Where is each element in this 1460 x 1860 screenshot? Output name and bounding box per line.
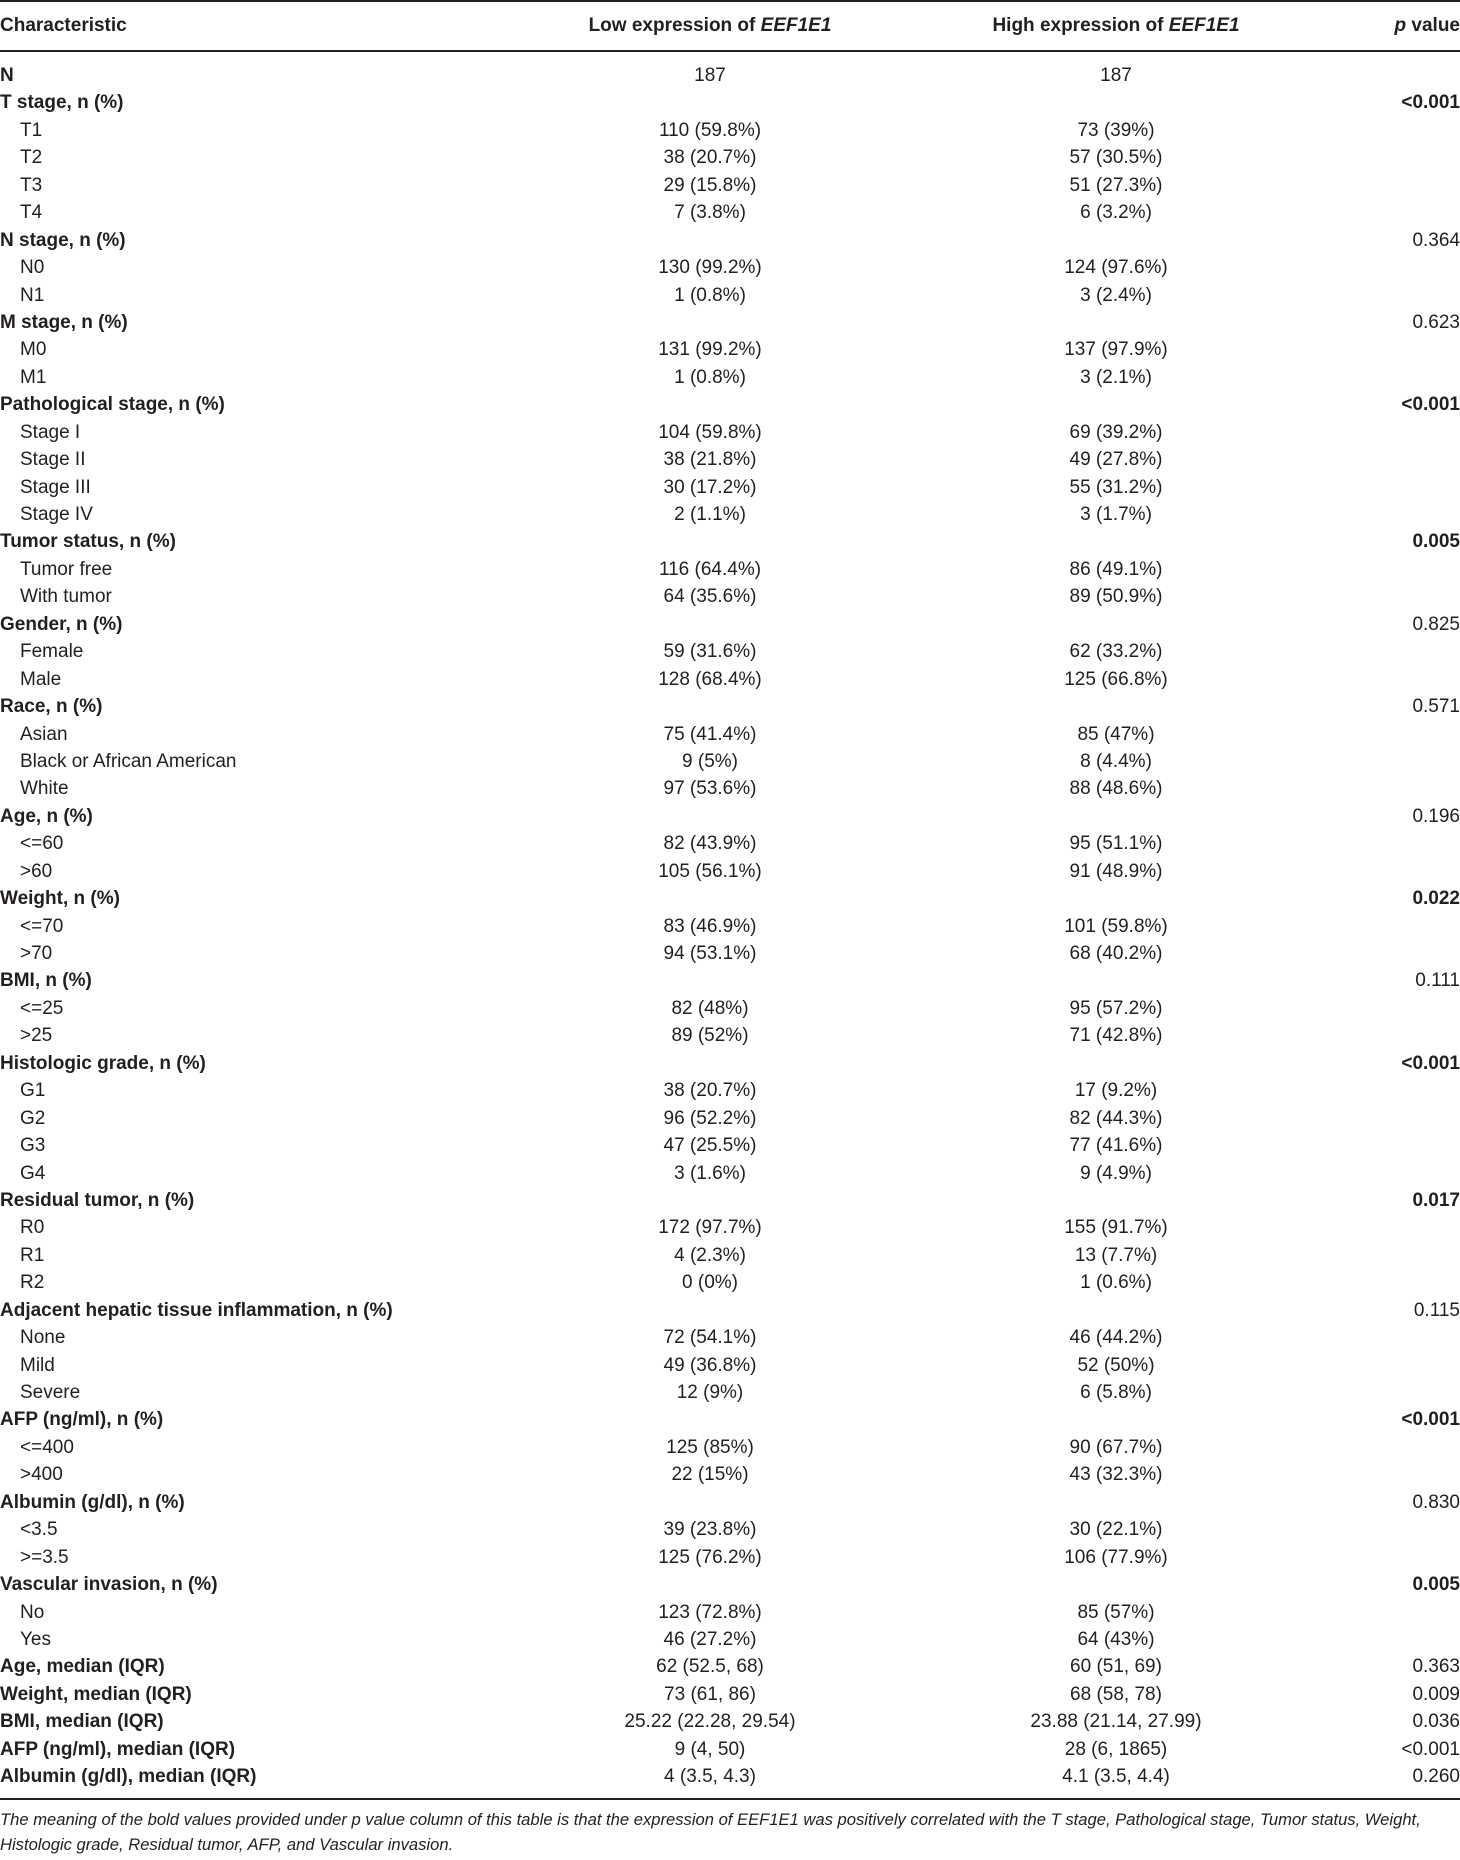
row-low-expression-value: 39 (23.8%) bbox=[663, 1519, 757, 1541]
row-high-expression-value: 46 (44.2%) bbox=[1069, 1327, 1163, 1349]
row-label: Stage II bbox=[20, 449, 86, 471]
table-row-subcategory bbox=[0, 1022, 1460, 1049]
row-label: >=3.5 bbox=[20, 1546, 69, 1568]
table-row-subcategory bbox=[0, 1379, 1460, 1406]
row-label: With tumor bbox=[20, 586, 112, 608]
row-p-value: 0.363 bbox=[1412, 1656, 1460, 1678]
table-row-subcategory bbox=[0, 775, 1460, 802]
row-low-expression-value: 59 (31.6%) bbox=[663, 641, 757, 663]
table-row-category bbox=[0, 693, 1460, 720]
row-high-expression-value: 4.1 (3.5, 4.4) bbox=[1062, 1766, 1170, 1788]
row-label: Mild bbox=[20, 1354, 55, 1376]
table-row-subcategory bbox=[0, 1352, 1460, 1379]
row-label: Age, median (IQR) bbox=[0, 1656, 165, 1678]
row-low-expression-value: 82 (43.9%) bbox=[663, 833, 757, 855]
row-label: BMI, median (IQR) bbox=[0, 1711, 164, 1733]
row-low-expression-value: 96 (52.2%) bbox=[663, 1107, 757, 1129]
row-p-value: 0.825 bbox=[1412, 613, 1460, 635]
row-label: >60 bbox=[20, 860, 53, 882]
row-high-expression-value: 86 (49.1%) bbox=[1069, 558, 1163, 580]
row-low-expression-value: 1 (0.8%) bbox=[674, 366, 746, 388]
row-high-expression-value: 3 (2.1%) bbox=[1080, 366, 1152, 388]
row-high-expression-value: 71 (42.8%) bbox=[1069, 1025, 1163, 1047]
row-label: <=70 bbox=[20, 915, 64, 937]
row-high-expression-value: 77 (41.6%) bbox=[1069, 1135, 1163, 1157]
table-row-category bbox=[0, 227, 1460, 254]
header-p-rest: value bbox=[1406, 15, 1460, 36]
row-p-value: 0.364 bbox=[1412, 229, 1460, 251]
row-label: Tumor free bbox=[20, 558, 113, 580]
row-low-expression-value: 4 (3.5, 4.3) bbox=[664, 1766, 756, 1788]
table-row-subcategory bbox=[0, 199, 1460, 226]
table-row-subcategory bbox=[0, 1077, 1460, 1104]
row-label: <3.5 bbox=[20, 1519, 58, 1541]
row-low-expression-value: 47 (25.5%) bbox=[663, 1135, 757, 1157]
row-low-expression-value: 9 (4, 50) bbox=[674, 1738, 746, 1760]
row-high-expression-value: 8 (4.4%) bbox=[1080, 750, 1152, 772]
row-label: Asian bbox=[20, 723, 68, 745]
row-p-value: 0.623 bbox=[1412, 311, 1460, 333]
row-label: Weight, median (IQR) bbox=[0, 1683, 192, 1705]
row-high-expression-value: 73 (39%) bbox=[1077, 119, 1155, 141]
row-label: <=25 bbox=[20, 997, 64, 1019]
table-row-subcategory bbox=[0, 858, 1460, 885]
row-label: Severe bbox=[20, 1382, 81, 1403]
row-low-expression-value: 125 (76.2%) bbox=[658, 1546, 762, 1568]
row-low-expression-value: 38 (21.8%) bbox=[663, 449, 757, 471]
row-label: G4 bbox=[20, 1162, 46, 1184]
row-label: Stage III bbox=[20, 476, 91, 498]
table-row-category bbox=[0, 1653, 1460, 1680]
table-row-category bbox=[0, 309, 1460, 336]
row-high-expression-value: 124 (97.6%) bbox=[1064, 257, 1168, 279]
row-high-expression-value: 106 (77.9%) bbox=[1064, 1546, 1168, 1568]
row-low-expression-value: 0 (0%) bbox=[682, 1272, 738, 1294]
row-label: Weight, n (%) bbox=[0, 888, 120, 910]
row-high-expression-value: 68 (58, 78) bbox=[1070, 1683, 1162, 1705]
table-row-category bbox=[0, 803, 1460, 830]
table-row-subcategory bbox=[0, 254, 1460, 281]
table-row-subcategory bbox=[0, 830, 1460, 857]
row-low-expression-value: 9 (5%) bbox=[682, 750, 738, 772]
table-row-subcategory bbox=[0, 1324, 1460, 1351]
row-label: T stage, n (%) bbox=[0, 92, 124, 114]
row-label: Black or African American bbox=[20, 750, 237, 772]
table-row-subcategory bbox=[0, 721, 1460, 748]
row-label: No bbox=[20, 1601, 45, 1623]
row-label: R1 bbox=[20, 1244, 45, 1266]
header-low-prefix: Low expression of bbox=[588, 15, 761, 36]
table-row-subcategory bbox=[0, 364, 1460, 391]
header-low-gene: EEF1E1 bbox=[760, 15, 832, 36]
header-characteristic: Characteristic bbox=[0, 15, 127, 36]
table-row-subcategory bbox=[0, 117, 1460, 144]
row-label: Tumor status, n (%) bbox=[0, 531, 176, 553]
table-row-subcategory bbox=[0, 501, 1460, 528]
row-low-expression-value: 1 (0.8%) bbox=[674, 284, 746, 306]
table-row-category bbox=[0, 62, 1460, 89]
header-low-expression bbox=[560, 9, 860, 43]
row-low-expression-value: 38 (20.7%) bbox=[663, 147, 757, 169]
row-high-expression-value: 6 (5.8%) bbox=[1080, 1382, 1152, 1403]
row-label: Age, n (%) bbox=[0, 805, 93, 827]
table-row-subcategory bbox=[0, 1626, 1460, 1653]
table-row-subcategory bbox=[0, 1242, 1460, 1269]
row-p-value: 0.830 bbox=[1412, 1491, 1460, 1513]
table-row-subcategory bbox=[0, 282, 1460, 309]
row-label: Adjacent hepatic tissue inflammation, n (%) bbox=[0, 1299, 393, 1321]
table-row-subcategory bbox=[0, 474, 1460, 501]
row-p-value: 0.009 bbox=[1412, 1683, 1460, 1705]
row-label: G2 bbox=[20, 1107, 46, 1129]
row-p-value: <0.001 bbox=[1401, 1738, 1460, 1760]
table-row-subcategory bbox=[0, 172, 1460, 199]
row-low-expression-value: 29 (15.8%) bbox=[663, 174, 757, 196]
row-low-expression-value: 72 (54.1%) bbox=[663, 1327, 757, 1349]
row-high-expression-value: 13 (7.7%) bbox=[1074, 1244, 1158, 1266]
table-row-subcategory bbox=[0, 1105, 1460, 1132]
row-label: R2 bbox=[20, 1272, 45, 1294]
table-row-subcategory bbox=[0, 940, 1460, 967]
row-high-expression-value: 23.88 (21.14, 27.99) bbox=[1030, 1711, 1202, 1733]
row-low-expression-value: 73 (61, 86) bbox=[664, 1683, 756, 1705]
row-label: None bbox=[20, 1327, 66, 1349]
row-p-value: 0.115 bbox=[1413, 1299, 1460, 1321]
table-row-category bbox=[0, 885, 1460, 912]
header-high-prefix: High expression of bbox=[992, 15, 1169, 36]
row-p-value: <0.001 bbox=[1401, 1409, 1460, 1431]
row-label: R0 bbox=[20, 1217, 45, 1239]
table-row-subcategory bbox=[0, 1132, 1460, 1159]
row-p-value: <0.001 bbox=[1401, 92, 1460, 114]
row-p-value: 0.196 bbox=[1412, 805, 1460, 827]
row-high-expression-value: 64 (43%) bbox=[1077, 1628, 1155, 1650]
row-p-value: <0.001 bbox=[1401, 394, 1460, 416]
table-row-subcategory bbox=[0, 995, 1460, 1022]
row-p-value: 0.260 bbox=[1412, 1766, 1460, 1788]
row-high-expression-value: 69 (39.2%) bbox=[1069, 421, 1163, 443]
table-row-subcategory bbox=[0, 556, 1460, 583]
row-p-value: 0.022 bbox=[1412, 888, 1460, 910]
row-low-expression-value: 62 (52.5, 68) bbox=[656, 1656, 764, 1678]
row-label: T3 bbox=[20, 174, 43, 196]
row-high-expression-value: 17 (9.2%) bbox=[1074, 1080, 1158, 1102]
row-low-expression-value: 94 (53.1%) bbox=[663, 943, 757, 964]
row-label: Albumin (g/dl), n (%) bbox=[0, 1491, 185, 1513]
row-low-expression-value: 82 (48%) bbox=[671, 997, 749, 1019]
row-label: Pathological stage, n (%) bbox=[0, 394, 225, 416]
row-high-expression-value: 137 (97.9%) bbox=[1064, 339, 1168, 361]
table-row-subcategory bbox=[0, 144, 1460, 171]
row-label: N0 bbox=[20, 257, 45, 279]
row-low-expression-value: 12 (9%) bbox=[676, 1382, 744, 1403]
row-high-expression-value: 187 bbox=[1100, 65, 1132, 86]
row-label: Race, n (%) bbox=[0, 696, 103, 718]
table-bottom-rule bbox=[0, 1798, 1460, 1800]
row-label: <=400 bbox=[20, 1436, 74, 1458]
row-low-expression-value: 25.22 (22.28, 29.54) bbox=[624, 1711, 796, 1733]
row-high-expression-value: 51 (27.3%) bbox=[1069, 174, 1163, 196]
row-high-expression-value: 155 (91.7%) bbox=[1064, 1217, 1168, 1239]
row-label: >70 bbox=[20, 943, 53, 964]
row-high-expression-value: 43 (32.3%) bbox=[1069, 1464, 1163, 1486]
row-p-value: 0.036 bbox=[1412, 1711, 1460, 1733]
header-p-letter: p bbox=[1394, 15, 1407, 36]
table-row-subcategory bbox=[0, 913, 1460, 940]
row-high-expression-value: 89 (50.9%) bbox=[1069, 586, 1163, 608]
table-row-subcategory bbox=[0, 336, 1460, 363]
row-p-value: 0.005 bbox=[1412, 1574, 1460, 1596]
table-row-subcategory bbox=[0, 1214, 1460, 1241]
row-label: White bbox=[20, 778, 69, 800]
row-high-expression-value: 95 (57.2%) bbox=[1069, 997, 1163, 1019]
table-row-category bbox=[0, 528, 1460, 555]
table-row-category bbox=[0, 1571, 1460, 1598]
row-low-expression-value: 130 (99.2%) bbox=[658, 257, 762, 279]
row-low-expression-value: 46 (27.2%) bbox=[663, 1628, 757, 1650]
row-p-value: 0.111 bbox=[1415, 970, 1460, 992]
row-low-expression-value: 4 (2.3%) bbox=[674, 1244, 746, 1266]
row-low-expression-value: 105 (56.1%) bbox=[658, 860, 762, 882]
row-low-expression-value: 128 (68.4%) bbox=[658, 668, 762, 690]
row-low-expression-value: 131 (99.2%) bbox=[658, 339, 762, 361]
row-high-expression-value: 1 (0.6%) bbox=[1080, 1272, 1152, 1294]
row-high-expression-value: 82 (44.3%) bbox=[1069, 1107, 1163, 1129]
row-low-expression-value: 125 (85%) bbox=[666, 1436, 754, 1458]
table-row-subcategory bbox=[0, 1160, 1460, 1187]
row-label: >25 bbox=[20, 1025, 53, 1047]
row-high-expression-value: 125 (66.8%) bbox=[1064, 668, 1168, 690]
table-row-subcategory bbox=[0, 446, 1460, 473]
row-low-expression-value: 2 (1.1%) bbox=[674, 504, 746, 525]
row-low-expression-value: 104 (59.8%) bbox=[658, 421, 762, 443]
row-label: T4 bbox=[20, 202, 43, 224]
table-row-subcategory bbox=[0, 748, 1460, 775]
row-label: T2 bbox=[20, 147, 43, 169]
row-high-expression-value: 6 (3.2%) bbox=[1080, 202, 1152, 224]
row-low-expression-value: 187 bbox=[694, 65, 726, 86]
row-low-expression-value: 110 (59.8%) bbox=[658, 119, 762, 141]
row-high-expression-value: 101 (59.8%) bbox=[1064, 915, 1168, 937]
row-label: G3 bbox=[20, 1135, 46, 1157]
row-label: <=60 bbox=[20, 833, 64, 855]
row-label: G1 bbox=[20, 1080, 46, 1102]
row-low-expression-value: 22 (15%) bbox=[671, 1464, 749, 1486]
row-label: Stage IV bbox=[20, 504, 93, 525]
table-row-category bbox=[0, 89, 1460, 116]
row-high-expression-value: 57 (30.5%) bbox=[1069, 147, 1163, 169]
row-label: Histologic grade, n (%) bbox=[0, 1052, 206, 1074]
row-high-expression-value: 9 (4.9%) bbox=[1080, 1162, 1152, 1184]
table-body bbox=[0, 62, 1460, 1791]
row-low-expression-value: 116 (64.4%) bbox=[658, 558, 762, 580]
row-low-expression-value: 38 (20.7%) bbox=[663, 1080, 757, 1102]
row-label: M0 bbox=[20, 339, 47, 361]
row-label: AFP (ng/ml), median (IQR) bbox=[0, 1738, 236, 1760]
row-high-expression-value: 90 (67.7%) bbox=[1069, 1436, 1163, 1458]
row-label: AFP (ng/ml), n (%) bbox=[0, 1409, 164, 1431]
table-row-subcategory bbox=[0, 1544, 1460, 1571]
row-label: Stage I bbox=[20, 421, 81, 443]
row-low-expression-value: 3 (1.6%) bbox=[674, 1162, 746, 1184]
table-row-subcategory bbox=[0, 1599, 1460, 1626]
row-high-expression-value: 85 (47%) bbox=[1077, 723, 1155, 745]
table-row-category bbox=[0, 1297, 1460, 1324]
table-row-category bbox=[0, 1736, 1460, 1763]
row-label: N stage, n (%) bbox=[0, 229, 126, 251]
row-label: T1 bbox=[20, 119, 43, 141]
row-high-expression-value: 30 (22.1%) bbox=[1069, 1519, 1163, 1541]
table-row-category bbox=[0, 611, 1460, 638]
table-row-category bbox=[0, 1406, 1460, 1433]
row-p-value: 0.571 bbox=[1412, 696, 1460, 718]
row-label: M stage, n (%) bbox=[0, 311, 128, 333]
row-high-expression-value: 55 (31.2%) bbox=[1069, 476, 1163, 498]
table-row-subcategory bbox=[0, 1461, 1460, 1488]
table-row-category bbox=[0, 1489, 1460, 1516]
row-low-expression-value: 97 (53.6%) bbox=[663, 778, 757, 800]
table-row-category bbox=[0, 391, 1460, 418]
row-low-expression-value: 123 (72.8%) bbox=[658, 1601, 762, 1623]
table-row-category bbox=[0, 1187, 1460, 1214]
row-label: Vascular invasion, n (%) bbox=[0, 1574, 218, 1596]
row-high-expression-value: 49 (27.8%) bbox=[1069, 449, 1163, 471]
row-label: Residual tumor, n (%) bbox=[0, 1189, 195, 1211]
header-high-gene: EEF1E1 bbox=[1168, 15, 1240, 36]
table-row-category bbox=[0, 1708, 1460, 1735]
row-low-expression-value: 30 (17.2%) bbox=[663, 476, 757, 498]
row-label: >400 bbox=[20, 1464, 63, 1486]
table-row-subcategory bbox=[0, 1269, 1460, 1296]
table-row-category bbox=[0, 1681, 1460, 1708]
table-row-subcategory bbox=[0, 638, 1460, 665]
row-label: Male bbox=[20, 668, 62, 690]
table-row-subcategory bbox=[0, 583, 1460, 610]
table-top-rule bbox=[0, 0, 1460, 2]
table-row-category bbox=[0, 1050, 1460, 1077]
row-high-expression-value: 88 (48.6%) bbox=[1069, 778, 1163, 800]
row-high-expression-value: 62 (33.2%) bbox=[1069, 641, 1163, 663]
row-low-expression-value: 64 (35.6%) bbox=[663, 586, 757, 608]
row-low-expression-value: 75 (41.4%) bbox=[663, 723, 757, 745]
row-label: BMI, n (%) bbox=[0, 970, 92, 992]
row-p-value: 0.017 bbox=[1412, 1189, 1460, 1211]
table-row-subcategory bbox=[0, 419, 1460, 446]
row-label: Female bbox=[20, 641, 84, 663]
table-row-category bbox=[0, 967, 1460, 994]
row-label: Yes bbox=[20, 1628, 51, 1650]
row-high-expression-value: 3 (2.4%) bbox=[1080, 284, 1152, 306]
row-high-expression-value: 60 (51, 69) bbox=[1070, 1656, 1162, 1678]
row-low-expression-value: 89 (52%) bbox=[671, 1025, 749, 1047]
row-p-value: <0.001 bbox=[1401, 1052, 1460, 1074]
table-footnote: The meaning of the bold values provided under p value column of this table is that the expression of EEF1E1 was positively correlated with the T stage, Pathological stage, Tumor status, Weight, Histologic grade, Residual tumor, AFP, and Vascular invasion. bbox=[0, 1810, 1421, 1854]
row-p-value: 0.005 bbox=[1412, 531, 1460, 553]
row-low-expression-value: 172 (97.7%) bbox=[658, 1217, 762, 1239]
table-row-category bbox=[0, 1763, 1460, 1790]
row-high-expression-value: 52 (50%) bbox=[1077, 1354, 1155, 1376]
row-high-expression-value: 68 (40.2%) bbox=[1069, 943, 1163, 964]
header-p-value bbox=[1395, 9, 1460, 43]
table-header-rule bbox=[0, 50, 1460, 52]
row-high-expression-value: 95 (51.1%) bbox=[1069, 833, 1163, 855]
row-label: N1 bbox=[20, 284, 45, 306]
row-low-expression-value: 83 (46.9%) bbox=[663, 915, 757, 937]
row-high-expression-value: 85 (57%) bbox=[1077, 1601, 1155, 1623]
row-high-expression-value: 3 (1.7%) bbox=[1080, 504, 1152, 525]
table-row-subcategory bbox=[0, 666, 1460, 693]
row-low-expression-value: 7 (3.8%) bbox=[674, 202, 746, 224]
row-high-expression-value: 91 (48.9%) bbox=[1069, 860, 1163, 882]
table-row-subcategory bbox=[0, 1516, 1460, 1543]
row-label: Gender, n (%) bbox=[0, 613, 123, 635]
header-high-expression bbox=[966, 9, 1266, 43]
row-label: M1 bbox=[20, 366, 47, 388]
row-label: Albumin (g/dl), median (IQR) bbox=[0, 1766, 257, 1788]
table-row-subcategory bbox=[0, 1434, 1460, 1461]
row-high-expression-value: 28 (6, 1865) bbox=[1064, 1738, 1168, 1760]
row-low-expression-value: 49 (36.8%) bbox=[663, 1354, 757, 1376]
row-label: N bbox=[0, 65, 14, 86]
